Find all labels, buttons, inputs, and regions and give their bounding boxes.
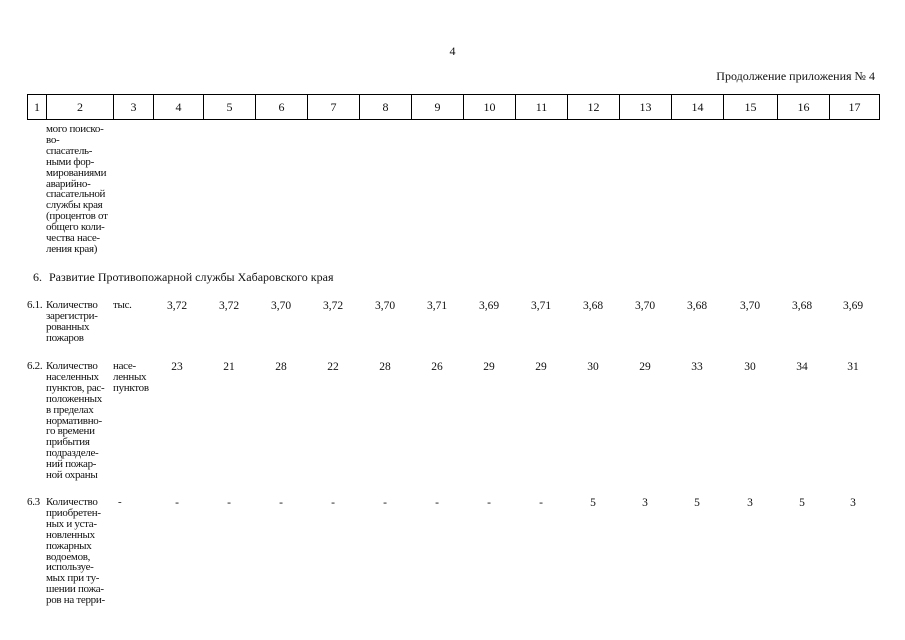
value-cell: 3,70 [374,300,396,312]
value-cell: 5 [799,497,805,509]
value-cell: 29 [639,361,651,373]
value-cell: 28 [379,361,391,373]
value-cell: 5 [590,497,596,509]
text-line: используе- [46,561,94,574]
text-line: рованных [46,320,90,333]
value-cell: 3,70 [739,300,761,312]
column-header: 16 [778,95,830,120]
value-cell: 3,69 [478,300,500,312]
text-line: Количество [46,496,98,508]
text-line: мых при ту- [46,572,100,585]
text-line: шении пожа- [46,583,104,596]
text-line: прибытия [46,436,90,449]
value-cell: 30 [587,361,599,373]
text-line: (процентов от [46,210,108,223]
column-header: 17 [830,95,880,120]
text-line: ленных [113,370,147,383]
text-line: службы края [46,199,103,212]
text-line: новленных [46,528,95,541]
row-unit [113,361,155,394]
column-header: 5 [204,95,256,120]
value-cell: 22 [327,361,339,373]
value-cell: - [227,497,231,509]
row-number: 6.1. [27,299,43,311]
column-header: 2 [47,95,114,120]
value-cell: - [539,497,543,509]
text-line: в пределах [46,403,94,416]
value-cell: 3,71 [530,300,552,312]
text-line: подразделе- [46,447,99,460]
text-line: спасатель- [46,144,93,157]
value-cell: - [175,497,179,509]
page-number: 4 [449,44,456,58]
value-cell: 23 [171,361,183,373]
value-cell: 5 [694,497,700,509]
value-cell: - [487,497,491,509]
value-cell: 29 [483,361,495,373]
value-cell: 3 [747,497,753,509]
text-line: мированиями [46,166,107,179]
row-number: 6.3 [27,496,40,508]
column-header: 15 [724,95,778,120]
text-line: ления края) [46,242,98,255]
value-cell: - [331,497,335,509]
value-cell: 34 [796,361,808,373]
value-cell: 21 [223,361,235,373]
text-line: чества насе- [46,232,100,245]
continuation-title: Продолжение приложения № 4 [716,69,875,83]
value-cell: 3 [850,497,856,509]
column-header: 11 [516,95,568,120]
text-line: пунктов, рас- [46,381,105,394]
value-cell: 3,68 [686,300,708,312]
column-header-row [27,94,880,120]
text-line: ными фор- [46,155,94,168]
value-cell: 26 [431,361,443,373]
text-line: мого поиско- [46,123,104,135]
text-line: населенных [46,370,99,383]
row-number: 6.2. [27,360,43,372]
text-line: ров на терри- [46,594,105,607]
text-line: общего коли- [46,221,105,234]
column-header: 7 [308,95,360,120]
text-line: пожарных [46,539,92,552]
row-description [46,300,118,344]
column-header: 6 [256,95,308,120]
column-header: 10 [464,95,516,120]
column-header: 9 [412,95,464,120]
value-cell: - [383,497,387,509]
value-cell: 30 [744,361,756,373]
value-cell: 3,70 [634,300,656,312]
text-line: аварийно- [46,177,91,190]
value-cell: - [279,497,283,509]
value-cell: 29 [535,361,547,373]
section-heading [33,270,333,285]
column-header: 1 [28,95,47,120]
value-cell: 3,72 [322,300,344,312]
text-line: ной охраны [46,469,98,482]
value-cell: 3,68 [791,300,813,312]
value-cell: 3,71 [426,300,448,312]
value-cell: 3,70 [270,300,292,312]
column-header: 4 [154,95,204,120]
text-line: Количество [46,299,98,311]
value-cell: 3 [642,497,648,509]
text-line: приобретен- [46,506,101,519]
column-header: 13 [620,95,672,120]
value-cell: 3,72 [166,300,188,312]
text-line: во- [46,133,60,146]
text-line: спасательной [46,188,106,201]
text-line: - [118,496,122,508]
value-cell: 3,69 [842,300,864,312]
value-cell: 28 [275,361,287,373]
section-title: Развитие Противопожарной службы Хабаровского края [49,270,334,284]
text-line: нормативно- [46,414,102,427]
carryover-description [46,124,118,255]
column-header: 14 [672,95,724,120]
text-line: зарегистри- [46,309,98,322]
row-unit [113,300,155,311]
column-header: 12 [568,95,620,120]
row-description [46,497,118,606]
section-number: 6. [33,270,42,284]
value-cell: 33 [691,361,703,373]
text-line: положенных [46,392,102,405]
column-header: 3 [114,95,154,120]
row-unit [118,497,160,508]
text-line: го времени [46,425,95,438]
column-header: 8 [360,95,412,120]
row-description [46,361,118,481]
text-line: ний пожар- [46,458,97,471]
text-line: Количество [46,360,98,372]
value-cell: - [435,497,439,509]
text-line: насе- [113,360,136,372]
value-cell: 31 [847,361,859,373]
text-line: пунктов [113,381,149,394]
value-cell: 3,72 [218,300,240,312]
text-line: тыс. [113,299,132,311]
text-line: водоемов, [46,550,91,563]
text-line: пожаров [46,331,84,344]
text-line: ных и уста- [46,517,97,530]
value-cell: 3,68 [582,300,604,312]
